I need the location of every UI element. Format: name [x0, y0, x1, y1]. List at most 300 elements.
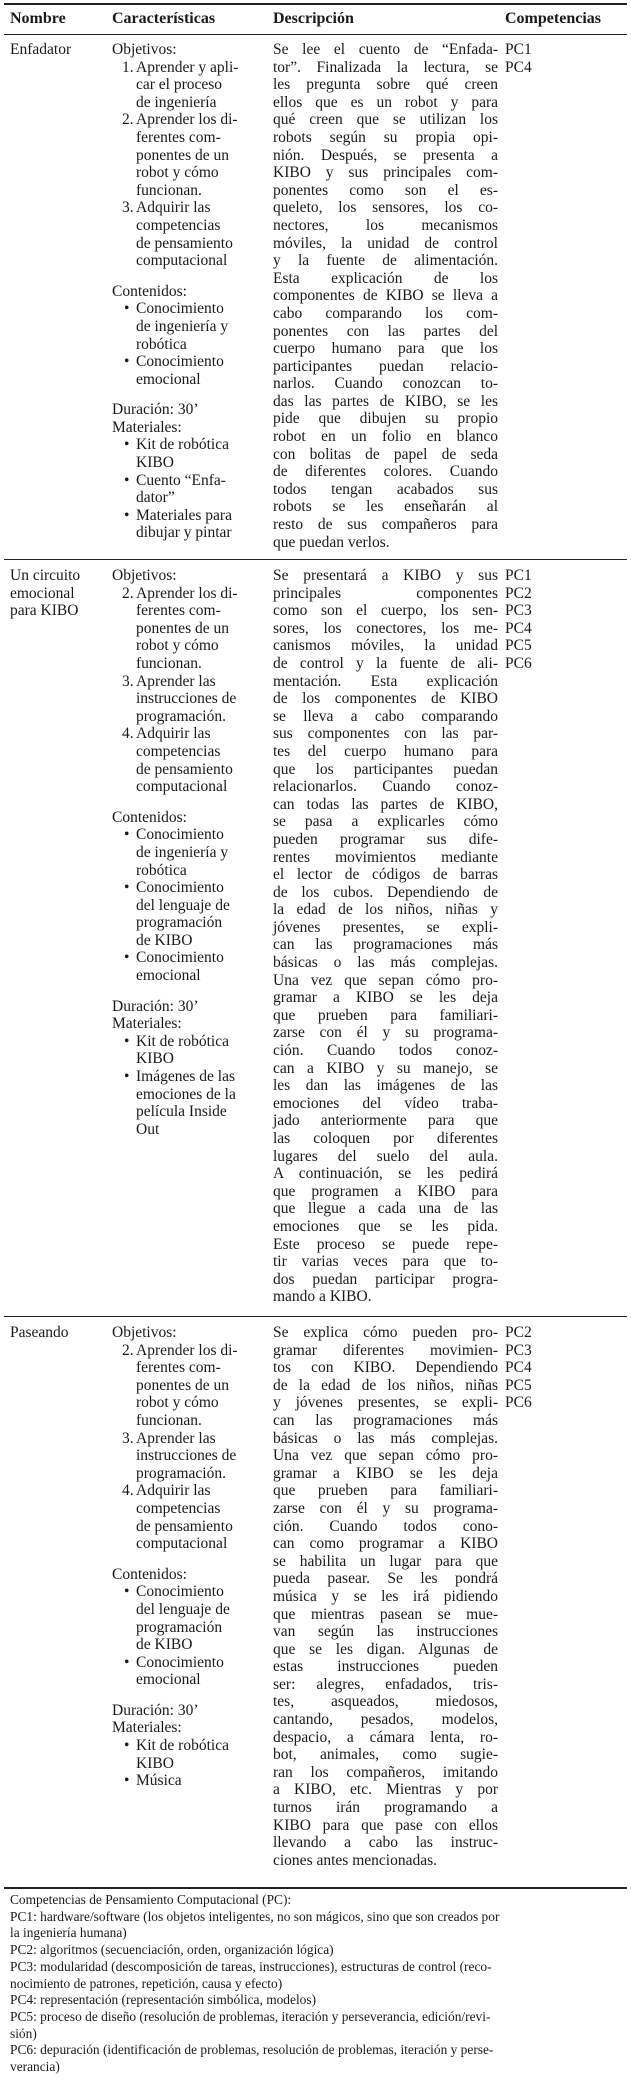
description-line: emociones del vídeo traba- [273, 1094, 498, 1112]
content-item-text: de ingeniería y [136, 317, 229, 335]
description-line: sus componentes con las par- [273, 725, 498, 743]
objective-line [112, 585, 272, 603]
bullet: • [124, 1032, 130, 1050]
objective-line [112, 252, 272, 270]
spacer [112, 985, 272, 998]
objective-line [112, 129, 272, 147]
objective-text: Aprender y apli- [136, 58, 239, 76]
description-line: nión. Después, se presenta a [273, 146, 498, 164]
content-item-text: Conocimiento [136, 300, 224, 318]
objective-number: 4. [122, 1482, 134, 1500]
material-item-text: Kit de robótica [136, 436, 229, 454]
description-line: rentes movimientos mediante [273, 848, 498, 866]
description-line: y jóvenes presentes, se expli- [273, 1394, 498, 1412]
objective-line [112, 637, 272, 655]
description-line: tos con KIBO. Dependiendo [273, 1359, 498, 1377]
objective-line [112, 1535, 272, 1553]
objective-text: Adquirir las [136, 199, 211, 217]
spacer [112, 270, 272, 283]
description-line: pueda pasear. Se les pondrá [273, 1570, 498, 1588]
objective-text: Aprender las [136, 672, 216, 690]
description-line: estas instrucciones pueden [273, 1658, 498, 1676]
objective-line [112, 76, 272, 94]
description-line: Se presentará a KIBO y sus [273, 567, 498, 584]
description-line: tor”. Finalizada la lectura, se [273, 58, 498, 76]
description-line: KIBO para que pase con ellos [273, 1816, 498, 1834]
content-item-text: Conocimiento [136, 353, 224, 371]
competency-code: PC4 [505, 619, 532, 637]
description-line: can a KIBO y su manejo, se [273, 1059, 498, 1077]
content-item-text: programación [136, 914, 223, 932]
competency-code: PC3 [505, 602, 532, 620]
objective-text: Aprender los di- [136, 111, 238, 129]
activity-name [10, 567, 105, 620]
description-line: bot, animales, como sugie- [273, 1746, 498, 1764]
material-item-line [112, 1772, 272, 1790]
bullet: • [124, 1583, 130, 1601]
description-line: dos puedan participar progra- [273, 1270, 498, 1288]
competencies [505, 41, 625, 76]
description-line: principales componentes [273, 584, 498, 602]
objective-line [112, 1430, 272, 1448]
description-line: jado anteriormente para que [273, 1112, 498, 1130]
description-line: robots se les enseñarán al [273, 498, 498, 516]
content-item-line [112, 1583, 272, 1601]
content-item-line [112, 844, 272, 862]
competency-code: PC2 [505, 584, 532, 602]
competency-code: PC3 [505, 1341, 532, 1359]
header-rule [4, 34, 627, 35]
objective-number: 2. [122, 1341, 134, 1359]
objective-text: funcionan. [136, 181, 202, 199]
objective-text: computacional [136, 1535, 228, 1553]
objective-line [112, 1359, 272, 1377]
objective-line [112, 94, 272, 112]
description-line: narlos. Cuando conozcan to- [273, 375, 498, 393]
contents-label: Contenidos: [112, 808, 187, 826]
characteristics [112, 1324, 272, 1790]
objective-line [112, 778, 272, 796]
objective-line [112, 655, 272, 673]
description-line: pide que dibujen su propio [273, 410, 498, 428]
objective-text: de pensamiento [136, 760, 233, 778]
footnote-line: Competencias de Pensamiento Computacional (PC): [10, 1892, 292, 1907]
objective-text: robot y cómo [136, 164, 219, 182]
bullet: • [124, 949, 130, 967]
objective-text: de pensamiento [136, 234, 233, 252]
objective-text: robot y cómo [136, 637, 219, 655]
header-nombre: Nombre [10, 10, 66, 27]
objective-text: ferentes com- [136, 128, 221, 146]
content-item-line [112, 300, 272, 318]
bullet: • [124, 506, 130, 524]
material-item-line [112, 1121, 272, 1139]
description-line: el lector de códigos de barras [273, 866, 498, 884]
competency-code: PC6 [505, 1394, 532, 1412]
footnote-line: PC5: proceso de diseño (resolución de problemas, iteración y perseverancia, edición/revi- [10, 2008, 491, 2024]
objective-line [112, 1465, 272, 1483]
bullet: • [124, 1737, 130, 1755]
content-item-line [112, 914, 272, 932]
description-line: gramar a KIBO se les deja [273, 1464, 498, 1482]
material-item-text: KIBO [136, 454, 174, 472]
description-line: gramar a KIBO se les deja [273, 989, 498, 1007]
description-line: A continuación, se les pedirá [273, 1165, 498, 1183]
objective-line [112, 1412, 272, 1430]
description-line: se lleva a cabo comparando [273, 707, 498, 725]
bullet: • [124, 826, 130, 844]
description-line: Se lee el cuento de “Enfada- [273, 41, 498, 58]
description-line: componentes de KIBO se lleva a [273, 287, 498, 305]
description-line: resto de sus compañeros para [273, 516, 498, 534]
footnote-line: PC4: representación (representación simbólica, modelos) [10, 1992, 317, 2008]
description-line: zarse con él y su programa- [273, 1024, 498, 1042]
description-line: jóvenes presentes, se expli- [273, 918, 498, 936]
material-item-line [112, 1737, 272, 1755]
description-line: que programen a KIBO para [273, 1182, 498, 1200]
material-item-line [112, 1086, 272, 1104]
material-item-text: película Inside [136, 1103, 227, 1121]
description-line: ción. Cuando todos conoz- [273, 1042, 498, 1060]
objective-line [112, 1518, 272, 1536]
description-line: Una vez que sepan cómo pro- [273, 1447, 498, 1465]
description-line: llevando a cabo las instruc- [273, 1834, 498, 1852]
description-line: lugares del suelo del aula. [273, 1147, 498, 1165]
objective-text: programación. [136, 707, 226, 725]
content-item-line [112, 371, 272, 389]
description-line: de los cubos. Dependiendo de [273, 883, 498, 901]
material-item-text: KIBO [136, 1050, 174, 1068]
competency-code: PC5 [505, 1376, 532, 1394]
material-item-line [112, 507, 272, 525]
content-item-text: emocional [136, 1671, 201, 1689]
description-line: Se explica cómo pueden pro- [273, 1324, 498, 1341]
material-item-text: dibujar y pintar [136, 524, 232, 542]
objective-text: competencias [136, 742, 221, 760]
content-item-line [112, 336, 272, 354]
objective-text: de ingeniería [136, 93, 217, 111]
objective-number: 2. [122, 584, 134, 602]
objective-text: robot y cómo [136, 1394, 219, 1412]
characteristics [112, 41, 272, 542]
material-item-text: Kit de robótica [136, 1737, 229, 1755]
description-line: canismos móviles, la unidad [273, 637, 498, 655]
objective-line [112, 1394, 272, 1412]
objective-text: competencias [136, 1499, 221, 1517]
activity-name [10, 41, 105, 59]
objective-line [112, 743, 272, 761]
activity-name [10, 1324, 105, 1342]
spacer [112, 1553, 272, 1566]
content-item-text: Conocimiento [136, 826, 224, 844]
description-line: ción. Cuando todos cono- [273, 1517, 498, 1535]
objective-text: Aprender las [136, 1429, 216, 1447]
footnote-line: PC2: algoritmos (secuenciación, orden, organización lógica) [10, 1942, 334, 1958]
description-line: les pregunta sobre qué creen [273, 76, 498, 94]
objective-text: car el proceso [136, 76, 223, 94]
activity-name-line: para KIBO [10, 602, 79, 620]
objective-text: funcionan. [136, 654, 202, 672]
material-item-text: Imágenes de las [136, 1068, 235, 1086]
description-line: cabo comparando los com- [273, 304, 498, 322]
description-line: turnos irán programando a [273, 1799, 498, 1817]
description-line: móviles, la unidad de control [273, 234, 498, 252]
content-item-line [112, 826, 272, 844]
description-line: las coloquen por diferentes [273, 1130, 498, 1147]
description-line: participantes puedan relacio- [273, 357, 498, 375]
objective-text: ponentes de un [136, 146, 229, 164]
description-line: que mientras pasean se mue- [273, 1605, 498, 1623]
footnote-line: sión) [10, 2025, 37, 2041]
description-line: de los componentes de KIBO [273, 690, 498, 708]
objective-line [112, 199, 272, 217]
activity-name-line: Un circuito [10, 567, 81, 584]
material-item-line [112, 454, 272, 472]
footnote [10, 1892, 622, 2076]
content-item-line [112, 862, 272, 880]
description [273, 1324, 498, 1869]
bullet: • [124, 471, 130, 489]
objective-line [112, 602, 272, 620]
material-item-text: Cuento “Enfa- [136, 471, 226, 489]
material-item-line [112, 524, 272, 542]
objective-line [112, 725, 272, 743]
objective-line [112, 217, 272, 235]
content-item-text: de KIBO [136, 1636, 193, 1654]
description-line: sores, los conectores, los me- [273, 619, 498, 637]
content-item-text: Conocimiento [136, 1583, 224, 1601]
content-item-line [112, 879, 272, 897]
description-line: das las partes de KIBO, se les [273, 392, 498, 410]
table-top-rule [4, 3, 627, 5]
activity-name-line: Enfadator [10, 41, 72, 58]
content-item-text: del lenguaje de [136, 1600, 230, 1618]
competencies [505, 567, 625, 673]
material-item-line [112, 1103, 272, 1121]
objective-line [112, 1500, 272, 1518]
bullet: • [124, 879, 130, 897]
objective-text: ponentes de un [136, 1376, 229, 1394]
material-item-text: Música [136, 1772, 182, 1790]
description-line: de diferentes colores. Cuando [273, 463, 498, 481]
activity-name-line: emocional [10, 584, 75, 602]
content-item-line [112, 932, 272, 950]
description-line: can como programar a KIBO [273, 1535, 498, 1553]
objective-line [112, 147, 272, 165]
description-line: KIBO y sus principales com- [273, 164, 498, 182]
table-bottom-rule [4, 1887, 627, 1889]
content-item-text: programación [136, 1618, 223, 1636]
description [273, 567, 498, 1306]
footnote-line: PC1: hardware/software (los objetos inteligentes, no son mágicos, sino que son creados por [10, 1908, 500, 1924]
competency-code: PC4 [505, 1359, 532, 1377]
description-line: la edad de los niños, niñas y [273, 901, 498, 919]
footnote-line: nocimiento de patrones, repetición, causa y efecto) [10, 1975, 283, 1991]
material-item-line [112, 1050, 272, 1068]
objective-number: 3. [122, 672, 134, 690]
objective-text: computacional [136, 778, 228, 796]
content-item-text: robótica [136, 335, 187, 353]
description-line: queleto, los sensores, los co- [273, 199, 498, 217]
objective-line [112, 182, 272, 200]
objective-text: Aprender los di- [136, 584, 238, 602]
description-line: pueden programar sus dife- [273, 830, 498, 848]
spacer [112, 796, 272, 809]
objective-text: instrucciones de [136, 690, 237, 708]
objective-number: 1. [122, 58, 134, 76]
footnote-line: PC3: modularidad (descomposición de tareas, instrucciones), estructuras de control (reco- [10, 1958, 492, 1974]
activity-name-line: Paseando [10, 1324, 69, 1341]
description-line: tes del cuerpo humano para [273, 742, 498, 760]
objectives-label: Objetivos: [112, 1324, 177, 1341]
description-line: cuerpo humano para que los [273, 340, 498, 358]
content-item-text: emocional [136, 967, 201, 985]
content-item-line [112, 353, 272, 371]
objective-line [112, 1342, 272, 1360]
objective-line [112, 690, 272, 708]
content-item-text: de ingeniería y [136, 843, 229, 861]
description-line: a KIBO, etc. Mientras y por [273, 1781, 498, 1799]
objective-line [112, 708, 272, 726]
objective-text: ferentes com- [136, 1359, 221, 1377]
material-item-text: emociones de la [136, 1085, 236, 1103]
material-item-line [112, 472, 272, 490]
description-line: zarse con él y su programa- [273, 1499, 498, 1517]
characteristics [112, 567, 272, 1138]
description-line: emociones que se les pida. [273, 1217, 498, 1235]
competency-code: PC1 [505, 567, 532, 584]
content-item-line [112, 318, 272, 336]
objective-number: 4. [122, 725, 134, 743]
description-line: como son el cuerpo, los sen- [273, 602, 498, 620]
row-separator-rule [4, 559, 627, 560]
objective-text: competencias [136, 216, 221, 234]
description-line: que los participantes puedan [273, 760, 498, 778]
description-line: van según las instrucciones [273, 1623, 498, 1641]
bullet: • [124, 1772, 130, 1790]
materials-label: Materiales: [112, 1015, 182, 1033]
description-line: y la fuente de alimentación. [273, 252, 498, 270]
description-line: se pasa a explicarles cómo [273, 813, 498, 831]
objective-number: 3. [122, 199, 134, 217]
objective-line [112, 1447, 272, 1465]
objective-line [112, 235, 272, 253]
objective-text: programación. [136, 1464, 226, 1482]
duration: Duración: 30’ [112, 1701, 199, 1719]
description-line: les dan las imágenes de las [273, 1077, 498, 1095]
objective-line [112, 620, 272, 638]
duration: Duración: 30’ [112, 401, 199, 419]
description-line: de control y la fuente de ali- [273, 654, 498, 672]
materials-label: Materiales: [112, 1719, 182, 1737]
row-separator-rule [4, 1316, 627, 1317]
bullet: • [124, 1653, 130, 1671]
description-line: can todas las partes de KIBO, [273, 795, 498, 813]
objective-line [112, 673, 272, 691]
bullet: • [124, 436, 130, 454]
objective-text: funcionan. [136, 1411, 202, 1429]
objective-line [112, 1377, 272, 1395]
description-line: relacionarlos. Cuando conoz- [273, 778, 498, 796]
header-descripcion: Descripción [273, 10, 354, 27]
content-item-text: emocional [136, 370, 201, 388]
material-item-line [112, 1068, 272, 1086]
duration: Duración: 30’ [112, 997, 199, 1015]
content-item-line [112, 967, 272, 985]
objective-text: computacional [136, 252, 228, 270]
contents-label: Contenidos: [112, 282, 187, 300]
bullet: • [124, 300, 130, 318]
objective-line [112, 59, 272, 77]
description-line: ciones antes mencionadas. [273, 1851, 437, 1869]
footnote-line: verancia) [10, 2059, 60, 2075]
header-competencias: Competencias [505, 10, 601, 27]
description-line: robots según su propia opi- [273, 128, 498, 146]
material-item-text: KIBO [136, 1754, 174, 1772]
description-line: se habilita un lugar para que [273, 1552, 498, 1570]
description-line: básicas o las más complejas. [273, 1429, 498, 1447]
description-line: mando a KIBO. [273, 1288, 372, 1306]
objective-line [112, 164, 272, 182]
competency-code: PC1 [505, 41, 532, 58]
content-item-line [112, 1619, 272, 1637]
description-line: que prueben para familiari- [273, 1006, 498, 1024]
description-line: mentación. Esta explicación [273, 672, 498, 690]
objective-text: ferentes com- [136, 602, 221, 620]
objective-line [112, 111, 272, 129]
description-line: Una vez que sepan cómo pro- [273, 971, 498, 989]
description-line: qué creen que se utilizan los [273, 111, 498, 129]
objective-text: Adquirir las [136, 725, 211, 743]
description-line: todos tengan acabados sus [273, 480, 498, 498]
content-item-line [112, 897, 272, 915]
material-item-text: Kit de robótica [136, 1032, 229, 1050]
description-line: gramar diferentes movimien- [273, 1341, 498, 1359]
description-line: cantando, pesados, modelos, [273, 1711, 498, 1729]
objective-text: ponentes de un [136, 619, 229, 637]
content-item-line [112, 1636, 272, 1654]
description-line: despacio, a cámara lenta, ro- [273, 1728, 498, 1746]
footnote-line: la ingeniería humana) [10, 1925, 127, 1941]
objective-number: 2. [122, 111, 134, 129]
description-line: ponentes como son el es- [273, 181, 498, 199]
material-item-line [112, 489, 272, 507]
description-line: que llegue a cada una de las [273, 1200, 498, 1218]
material-item-line [112, 436, 272, 454]
material-item-text: Materiales para [136, 506, 232, 524]
description-line: robot en un folio en blanco [273, 428, 498, 446]
description-line: can las programaciones más [273, 936, 498, 954]
objective-line [112, 1482, 272, 1500]
content-item-text: Conocimiento [136, 1653, 224, 1671]
description [273, 41, 498, 551]
description-line: Esta explicación de los [273, 269, 498, 287]
material-item-text: Out [136, 1120, 160, 1138]
content-item-line [112, 949, 272, 967]
content-item-text: Conocimiento [136, 949, 224, 967]
header-caracteristicas: Características [112, 10, 216, 27]
material-item-text: dator” [136, 489, 175, 507]
content-item-line [112, 1671, 272, 1689]
competency-code: PC4 [505, 58, 532, 76]
material-item-line [112, 1755, 272, 1773]
description-line: que puedan verlos. [273, 533, 390, 551]
description-line: can las programaciones más [273, 1411, 498, 1429]
competencies [505, 1324, 625, 1412]
description-line: música y se les irá pidiendo [273, 1587, 498, 1605]
description-line: con bolitas de papel de seda [273, 445, 498, 463]
objective-text: instrucciones de [136, 1447, 237, 1465]
